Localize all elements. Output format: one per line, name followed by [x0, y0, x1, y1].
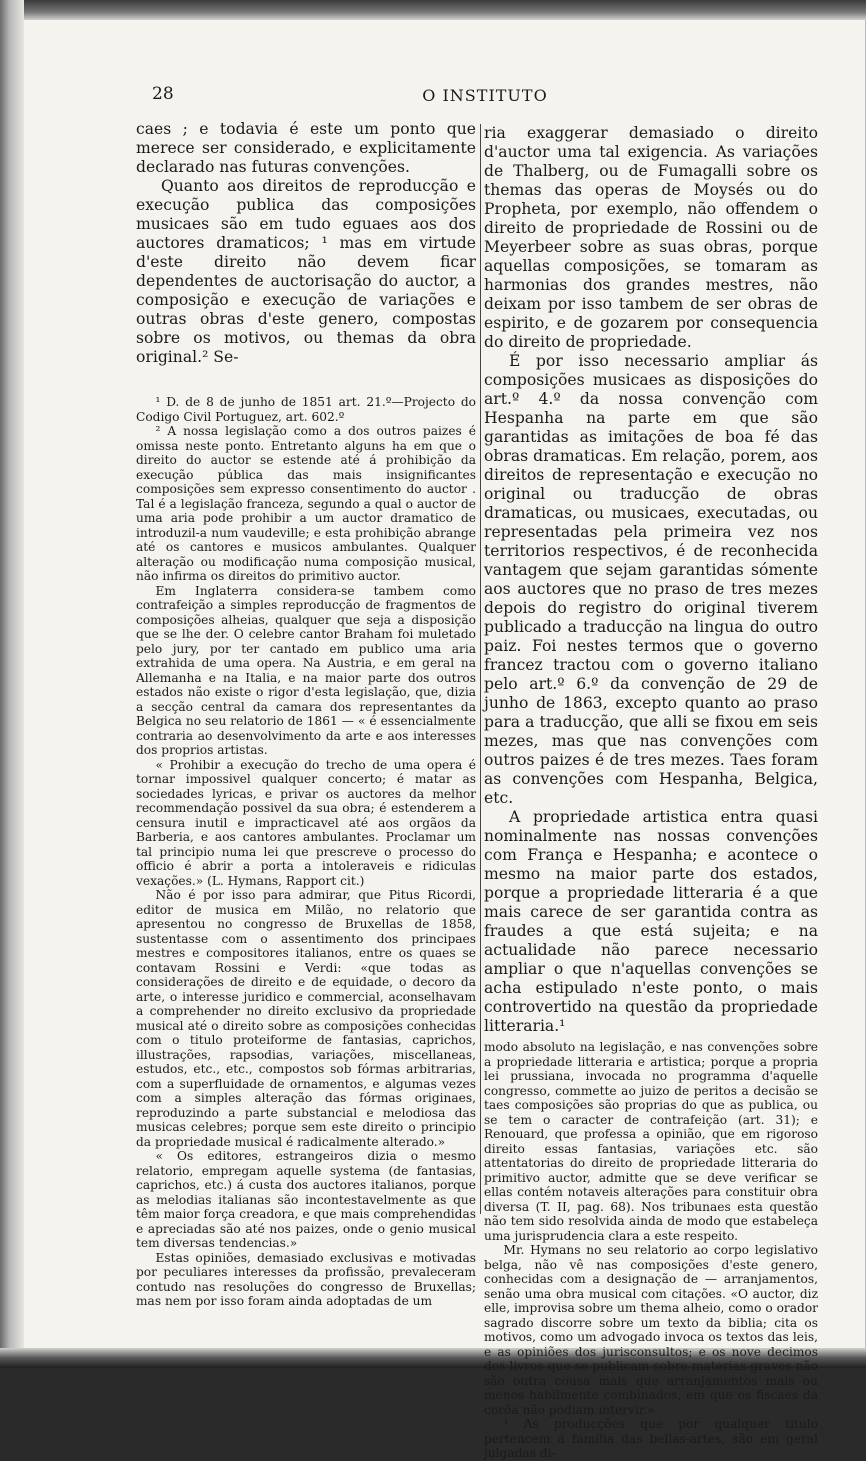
- page-number: 28: [152, 84, 174, 104]
- paragraph: A propriedade artistica entra quasi nominalmente nas nossas convenções com França e Hespanha; e acontece o mesmo na maior parte dos estados, porque a propriedade litteraria é a que mais carece de ser garantida contra as fraudes a que está sujeita; e na actualidade não parece necessario ampliar o que n'aquellas convenções se acha estipulado n'este ponto, o mais controvertido na questão da propriedade litteraria.¹: [484, 808, 818, 1035]
- left-body: [136, 120, 476, 367]
- paragraph: É por isso necessario ampliar ás composições musicaes as disposições do art.º 4.º da nossa convenção com Hespanha na parte em que são garantidas as imitações de boa fé das obras dramaticas. Em relação, porem, aos direitos de representação e execução no original ou traducção de obras dramaticas, ou musicaes, executadas, ou representadas pela primeira vez nos territorios respectivos, é de reconhecida vantagem que sejam garantidas sómente aos auctores que no praso de tres mezes depois do registro do original tiverem publicado a traducção na lingua do outro paiz. Foi nestes termos que o governo francez tractou com o governo italiano pelo art.º 6.º da convenção de 29 de junho de 1863, excepto quanto ao praso para a traducção, que alli se fixou em seis mezes, mas que nas convenções com outros paizes é de tres mezes. Taes foram as convenções com Hespanha, Belgica, etc.: [484, 352, 818, 807]
- paragraph: Quanto aos direitos de reproducção e execução publica das composições musicaes são em tudo eguaes aos dos auctores dramaticos; ¹ mas em virtude d'este direito não devem ficar dependentes de auctorisação do auctor, a composição e execução de variações e outras obras d'este genero, compostas sobre os motivos, ou themas da obra original.² Se-: [136, 177, 476, 366]
- footnote: Em Inglaterra considera-se tambem como contrafeição a simples reproducção de fragmentos de composições alheias, qualquer que seja a disposição que se lhe der. O celebre cantor Braham foi muletado pelo jury, por ter cantado em publico uma aria extrahida de uma opera. Na Austria, e em geral na Allemanha e na Italia, e na maior parte dos outros estados não existe o rigor d'esta legislação, que, dizia a secção central da camara dos representantes da Belgica no seu relatorio de 1861 — « é essencialmente contraria ao desenvolvimento da arte e aos interesses dos proprios artistas.: [136, 583, 476, 757]
- column-rule: [480, 124, 481, 1214]
- paragraph: caes ; e todavia é este um ponto que merece ser considerado, e explicitamente declarado nas futuras convenções.: [136, 120, 476, 176]
- right-body: [484, 124, 818, 1036]
- footnote: ² A nossa legislação como a dos outros paizes é omissa neste ponto. Entretanto alguns ha em que o direito do auctor se estende até á prohibição da execução pública das mais insignificantes composições sem expresso consentimento do auctor . Tal é a legislação franceza, segundo a qual o auctor de uma aria pode prohibir a um auctor dramatico de introduzil-a num vaudeville; e esta prohibição abrange até os cantores e musicos ambulantes. Qualquer alteração ou modificação numa composição musical, não infirma os direitos do primitivo auctor.: [136, 424, 476, 583]
- right-column: [484, 124, 818, 1461]
- right-footnotes: [484, 1040, 818, 1461]
- left-column: [136, 120, 476, 1309]
- footnote: Estas opiniões, demasiado exclusivas e motivadas por peculiares interesses da profissão, prevaleceram contudo nas resoluções do congresso de Bruxellas; mas nem por isso foram ainda adoptadas de um: [136, 1250, 476, 1308]
- paragraph: ria exaggerar demasiado o direito d'auctor uma tal exigencia. As variações de Thalberg, ou de Fumagalli sobre os themas das operas de Moysés ou do Propheta, por exemplo, não offendem o direito de propriedade de Rossini ou de Meyerbeer sobre as suas obras, porque aquellas composições, se tomaram as harmonias dos grandes mestres, não deixam por isso tambem de ser obras de espirito, e de gozarem por consequencia do direito de propriedade.: [484, 124, 818, 351]
- footnote: « Prohibir a execução do trecho de uma opera é tornar impossivel qualquer concerto; é matar as sociedades lyricas, e privar os auctores da melhor recommendação possivel da sua obra; é estenderem a censura inutil e impracticavel até aos orgãos da Barberia, e aos cantores ambulantes. Proclamar um tal principio numa lei que prescreve o processo do officio é abrir a porta a intoleraveis e ridiculas vexações.» (L. Hymans, Rapport cit.): [136, 757, 476, 888]
- page-binding-edge: [0, 0, 24, 1368]
- footnote: modo absoluto na legislação, e nas convenções sobre a propriedade litteraria e artistica; porque a propria lei prussiana, invocada no programma d'aquelle congresso, commette ao juizo de peritos a decisão se taes composições são proprias do que as publica, ou se tem o caracter de contrafeição (art. 31); e Renouard, que professa a opinião, que em rigoroso direito essas fantasias, variações etc. são attentatorias do direito de propriedade litteraria do primitivo auctor, admitte que se deve verificar se ellas contém notaveis alterações para constituir obra diversa (T. II, pag. 68). Nos tribunaes esta questão não tem sido resolvida ainda de modo que estabeleça uma jurisprudencia clara a este respeito.: [484, 1040, 818, 1243]
- page-header: [0, 84, 866, 110]
- running-head: O INSTITUTO: [422, 86, 548, 105]
- page-top-edge: [0, 0, 866, 20]
- footnote: Mr. Hymans no seu relatorio ao corpo legislativo belga, não vê nas composições d'este genero, conhecidas com a designação de — arranjamentos, senão uma obra musical com citações. «O auctor, diz elle, improvisa sobre um thema alheio, como o orador sagrado discorre sobre um texto da biblia; cita os motivos, como um advogado invoca os textos das leis, e as opiniões dos jurisconsultos; e os nove decimos dos livros que se publicam sobre materias graves não são outra cousa mais que arranjamentos mais ou menos habilmente combinados, em que os fiscaes da corôa não podiam intervir.»: [484, 1243, 818, 1417]
- footnote: ¹ D. de 8 de junho de 1851 art. 21.º—Projecto do Codigo Civil Portuguez, art. 602.º: [136, 395, 476, 424]
- footnote: « Os editores, estrangeiros dizia o mesmo relatorio, empregam aquelle systema (de fantasias, caprichos, etc.) á custa dos auctores italianos, porque as melodias italianas são incontestavelmente as que têm maior força creadora, e que mais comprehendidas e apreciadas são até nos paizes, onde o genio musical tem diversas tendencias.»: [136, 1149, 476, 1250]
- footnote: Não é por isso para admirar, que Pitus Ricordi, editor de musica em Milão, no relatorio que apresentou no congresso de Bruxellas de 1858, sustentasse com o assentimento dos principaes mestres e compositores italianos, entre os quaes se contavam Rossini e Verdi: «que todas as considerações de direito e de equidade, o decoro da arte, o interesse juridico e commercial, aconselhavam a comprehender no direito exclusivo da propriedade musical até o direito sobre as composições conhecidas com o titulo proteiforme de fantasias, caprichos, illustrações, rapsodias, variações, miscellaneas, estudos, etc., etc., compostos sob fórmas arbitrarias, com a superfluidade de ornamentos, e algumas vezes com a simples alteração das fórmas originaes, reproduzindo a parte substancial e melodiosa das musicas celebres; porque sem este direito o principio da propriedade musical é radicalmente alterado.»: [136, 888, 476, 1149]
- footnote: ¹ As producções que por qualquer titulo pertencem á familia das bellas-artes, são em geral julgadas di-: [484, 1417, 818, 1460]
- left-footnotes: [136, 395, 476, 1309]
